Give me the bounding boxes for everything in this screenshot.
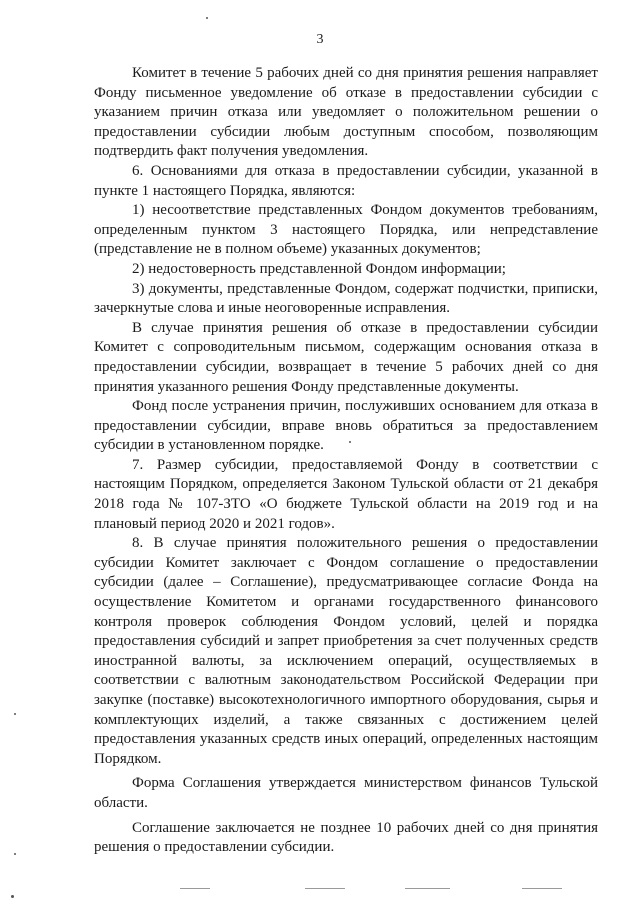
paragraph-ground-3: 3) документы, представленные Фондом, содержат подчистки, приписки, зачеркнутые слова и иные неоговоренные исправления.	[94, 280, 598, 317]
paragraph-reapply: Фонд после устранения причин, послуживших основанием для отказа в предоставлении субсидии, вправе вновь обратиться за предоставлением субсидии в установленном порядке.	[94, 398, 598, 454]
paragraph-agreement: 8. В случае принятия положительного решения о предоставлении субсидии Комитет заключает с Фондом соглашение о предоставлении субсидии (далее – Соглашение), предусматривающее согласие Фонда на осуществление Комитетом и органами государственного финансового контроля проверок соблюдения Фондом условий, целей и порядка предоставления субсидий и запрет приобретения за счет полученных средств иностранной валюты, за исключением операций, осуществляемых в соответствии с валютным законодательством Российской Федерации при закупке (поставке) высокотехнологичного импортного оборудования, сырья и комплектующих изделий, а также связанных с достижением целей предоставления указанных средств иных операций, определенных настоящим Порядком.	[94, 535, 598, 767]
scan-speck	[14, 713, 16, 715]
scan-bottom-line	[522, 888, 562, 889]
paragraph-subsidy-amount: 7. Размер субсидии, предоставляемой Фонду в соответствии с настоящим Порядком, определяется Законом Тульской области от 21 декабря 2018 года № 107-ЗТО «О бюджете Тульской области на 2019 год и на плановый период 2020 и 2021 годов».	[94, 456, 598, 532]
paragraph-committee-notification: Комитет в течение 5 рабочих дней со дня принятия решения направляет Фонду письменное уведомление об отказе в предоставлении субсидии с указанием причин отказа или уведомляет о положительном решении о предоставлении субсидии любым доступным способом, позволяющим подтвердить факт получения уведомления.	[94, 65, 598, 160]
paragraph-ground-1: 1) несоответствие представленных Фондом документов требованиям, определенным пунктом 3 настоящего Порядка, или непредставление (представление не в полном объеме) указанных документов;	[94, 202, 598, 258]
scan-speck	[11, 895, 14, 898]
paragraph-agreement-deadline: Соглашение заключается не позднее 10 рабочих дней со дня принятия решения о предоставлении субсидии.	[94, 819, 598, 856]
scan-speck	[349, 441, 351, 443]
page-number: 3	[316, 32, 324, 47]
paragraph-agreement-form: Форма Соглашения утверждается министерством финансов Тульской области.	[94, 775, 598, 811]
scan-speck	[14, 853, 16, 855]
paragraph-refusal-return: В случае принятия решения об отказе в предоставлении субсидии Комитет с сопроводительным письмом, содержащим основания отказа в предоставлении субсидии, возвращает в течение 5 рабочих дней со дня принятия указанного решения Фонду представленные документы.	[94, 319, 598, 395]
scan-speck	[206, 17, 208, 19]
scan-bottom-line	[405, 888, 450, 889]
scan-bottom-line	[305, 888, 345, 889]
scan-bottom-line	[180, 888, 210, 889]
paragraph-ground-2: 2) недостоверность представленной Фондом информации;	[132, 260, 506, 277]
paragraph-refusal-grounds: 6. Основаниями для отказа в предоставлении субсидии, указанной в пункте 1 настоящего Порядка, являются:	[94, 162, 598, 199]
document-body	[94, 64, 598, 858]
